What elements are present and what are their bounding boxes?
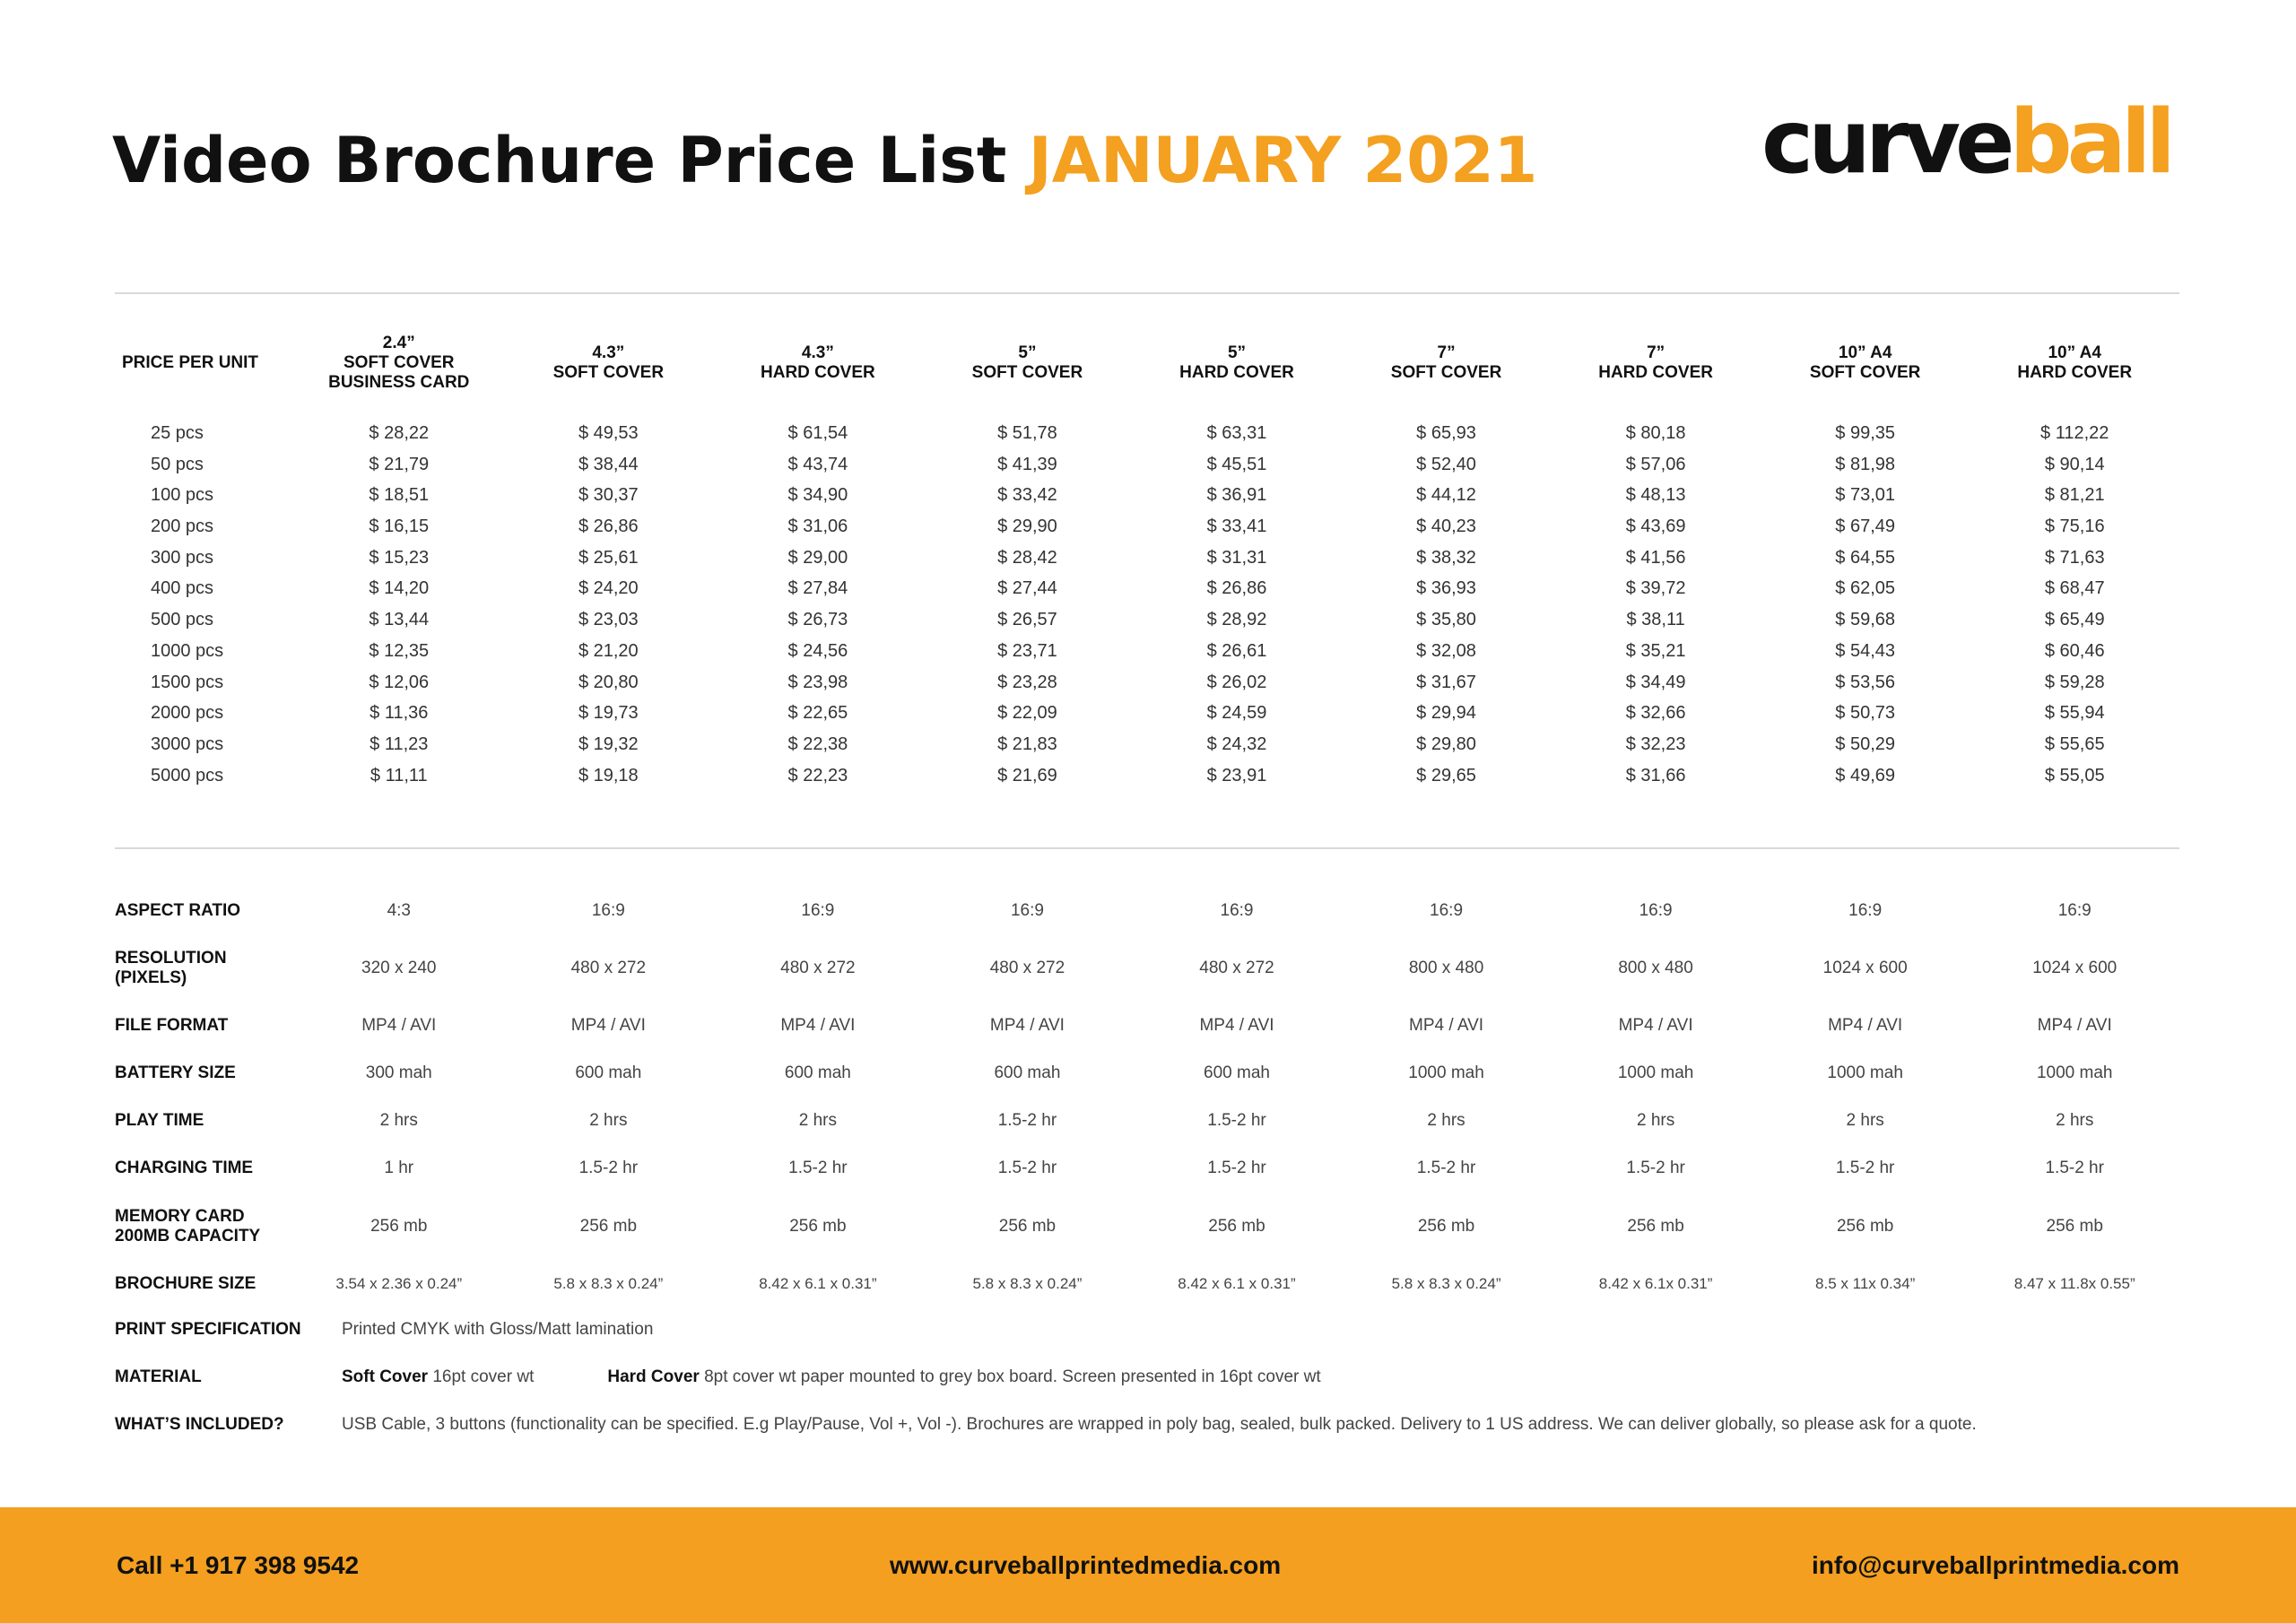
spec-table — [115, 888, 2179, 1307]
spec-value: 1024 x 600 — [2032, 959, 2118, 977]
price-cell: $ 22,23 — [787, 765, 848, 785]
price-cell: $ 33,42 — [997, 485, 1057, 506]
price-cell: $ 50,29 — [1835, 733, 1896, 754]
spec-value: 480 x 272 — [570, 959, 647, 977]
spec-value: 1000 mah — [2036, 1063, 2113, 1082]
price-cell: $ 59,28 — [2044, 672, 2105, 692]
price-cell: $ 33,41 — [1206, 516, 1267, 537]
spec-value: 480 x 272 — [989, 959, 1065, 977]
spec-value: 256 mb — [998, 1217, 1057, 1236]
price-cell: $ 27,84 — [787, 578, 848, 599]
quantity-cell: 25 pcs — [151, 423, 204, 443]
spec-value: 16:9 — [591, 901, 625, 920]
spec-value: MP4 / AVI — [1409, 1016, 1484, 1035]
column-header-label: 4.3” HARD COVER — [761, 343, 875, 382]
soft-cover-label: Soft Cover — [342, 1367, 429, 1386]
spec-value: 8.42 x 6.1 x 0.31” — [1178, 1275, 1296, 1292]
spec-value: 16:9 — [1010, 901, 1044, 920]
spec-value: 2 hrs — [1846, 1111, 1884, 1130]
included-label: WHAT’S INCLUDED? — [115, 1415, 284, 1434]
price-cell: $ 51,78 — [997, 423, 1057, 443]
price-cell: $ 67,49 — [1835, 516, 1896, 537]
spec-value: 1.5-2 hr — [1207, 1159, 1266, 1177]
column-header — [1970, 323, 2179, 404]
price-cell: $ 43,74 — [787, 454, 848, 474]
spec-value: 4:3 — [387, 901, 411, 920]
price-cell: $ 68,47 — [2044, 578, 2105, 599]
price-cell: $ 35,21 — [1625, 640, 1686, 661]
price-cell: $ 24,32 — [1206, 733, 1267, 754]
spec-value: MP4 / AVI — [1199, 1016, 1274, 1035]
spec-value: 3.54 x 2.36 x 0.24” — [335, 1275, 463, 1292]
price-cell: $ 34,90 — [787, 485, 848, 506]
price-cell: $ 29,80 — [1416, 733, 1476, 754]
material-row — [115, 1359, 2179, 1395]
price-cell: $ 40,23 — [1416, 516, 1476, 537]
spec-value: 1.5-2 hr — [997, 1111, 1057, 1130]
spec-label: ASPECT RATIO — [115, 901, 241, 920]
title-date: JANUARY 2021 — [1028, 124, 1538, 197]
price-cell: $ 43,69 — [1625, 516, 1686, 537]
price-cell: $ 19,73 — [578, 703, 639, 724]
column-header — [294, 323, 504, 404]
quantity-cell: 2000 pcs — [151, 703, 224, 724]
spec-value: MP4 / AVI — [780, 1016, 856, 1035]
column-header-label: 10” A4 SOFT COVER — [1809, 343, 1921, 382]
price-cell: $ 38,11 — [1626, 610, 1685, 630]
spec-label: PLAY TIME — [115, 1111, 204, 1130]
spec-value: 256 mb — [1836, 1217, 1894, 1236]
column-header — [713, 323, 923, 404]
soft-cover-value: 16pt cover wt — [432, 1367, 535, 1386]
spec-value: 16:9 — [801, 901, 835, 920]
spec-value: 2 hrs — [589, 1111, 628, 1130]
footer-phone[interactable]: Call +1 917 398 9542 — [117, 1550, 360, 1579]
quantity-cell: 200 pcs — [151, 516, 214, 537]
spec-value: 5.8 x 8.3 x 0.24” — [553, 1275, 664, 1292]
column-header-label: 5” HARD COVER — [1179, 343, 1294, 382]
price-cell: $ 22,65 — [787, 703, 848, 724]
price-cell: $ 14,20 — [369, 578, 430, 599]
price-cell: $ 21,20 — [578, 640, 639, 661]
spec-value: 600 mah — [575, 1063, 642, 1082]
spec-value: 16:9 — [1430, 901, 1464, 920]
spec-value: 256 mb — [370, 1217, 428, 1236]
price-cell: $ 65,93 — [1416, 423, 1476, 443]
price-cell: $ 50,73 — [1835, 703, 1896, 724]
column-header — [1551, 323, 1761, 404]
price-cell: $ 53,56 — [1835, 672, 1896, 692]
column-header — [923, 323, 1133, 404]
spec-value: 1.5-2 hr — [1416, 1159, 1476, 1177]
spec-value: 600 mah — [994, 1063, 1061, 1082]
spec-value: 16:9 — [1639, 901, 1673, 920]
price-cell: $ 55,94 — [2044, 703, 2105, 724]
included-row — [115, 1407, 2179, 1443]
price-cell: $ 29,00 — [787, 547, 848, 568]
price-cell: $ 16,15 — [369, 516, 430, 537]
price-cell: $ 28,92 — [1206, 610, 1267, 630]
title-main: Video Brochure Price List — [112, 124, 1007, 197]
price-cell: $ 22,38 — [787, 733, 848, 754]
price-cell: $ 55,65 — [2044, 733, 2105, 754]
column-header-label: 2.4” SOFT COVER BUSINESS CARD — [328, 334, 470, 392]
spec-value: MP4 / AVI — [2037, 1016, 2112, 1035]
spec-value: 480 x 272 — [780, 959, 856, 977]
spec-label: BROCHURE SIZE — [115, 1274, 257, 1293]
price-cell: $ 11,23 — [370, 733, 429, 754]
spec-value: 2 hrs — [1636, 1111, 1675, 1130]
spec-value: MP4 / AVI — [1828, 1016, 1903, 1035]
price-cell: $ 45,51 — [1206, 454, 1267, 474]
price-cell: $ 19,32 — [578, 733, 639, 754]
spec-value: 5.8 x 8.3 x 0.24” — [1391, 1275, 1501, 1292]
price-cell: $ 49,53 — [578, 423, 639, 443]
price-cell: $ 30,37 — [578, 485, 639, 506]
price-cell: $ 26,57 — [997, 610, 1057, 630]
column-header — [504, 323, 714, 404]
price-cell: $ 39,72 — [1625, 578, 1686, 599]
spec-value: 256 mb — [1208, 1217, 1265, 1236]
spec-value: 256 mb — [789, 1217, 847, 1236]
column-header-label: 4.3” SOFT COVER — [552, 343, 665, 382]
price-cell: $ 26,73 — [787, 610, 848, 630]
spec-value: 8.5 x 11x 0.34” — [1815, 1275, 1916, 1292]
price-cell: $ 62,05 — [1835, 578, 1896, 599]
spec-value: 1.5-2 hr — [1626, 1159, 1685, 1177]
spec-value: 256 mb — [2046, 1217, 2103, 1236]
spec-label: CHARGING TIME — [115, 1159, 254, 1177]
price-cell: $ 23,71 — [997, 640, 1057, 661]
quantity-cell: 5000 pcs — [151, 765, 224, 785]
print-spec-row — [115, 1312, 2179, 1348]
spec-value: 1024 x 600 — [1822, 959, 1908, 977]
spec-value: 1 hr — [384, 1159, 414, 1177]
spec-value: 1.5-2 hr — [1207, 1111, 1266, 1130]
price-cell: $ 26,61 — [1206, 640, 1267, 661]
price-cell: $ 20,80 — [578, 672, 639, 692]
price-cell: $ 23,03 — [578, 610, 639, 630]
price-cell: $ 12,35 — [369, 640, 430, 661]
price-cell: $ 25,61 — [578, 547, 639, 568]
price-cell: $ 11,36 — [370, 703, 429, 724]
price-cell: $ 81,98 — [1835, 454, 1896, 474]
footer-email[interactable]: info@curveballprintmedia.com — [1811, 1550, 2179, 1579]
price-cell: $ 90,14 — [2044, 454, 2105, 474]
spec-value: 5.8 x 8.3 x 0.24” — [972, 1275, 1083, 1292]
price-cell: $ 41,56 — [1625, 547, 1686, 568]
quantity-cell: 1000 pcs — [151, 640, 224, 661]
spec-value: 256 mb — [579, 1217, 638, 1236]
price-cell: $ 32,66 — [1625, 703, 1686, 724]
price-cell: $ 36,91 — [1206, 485, 1267, 506]
logo-word-ball: ball — [2009, 91, 2170, 194]
price-cell: $ 29,65 — [1416, 765, 1476, 785]
spec-label: BATTERY SIZE — [115, 1063, 236, 1082]
price-cell: $ 61,54 — [787, 423, 848, 443]
price-table — [115, 323, 2179, 791]
curveball-logo — [1761, 91, 2170, 194]
spec-value: 300 mah — [365, 1063, 432, 1082]
column-header-label: 7” HARD COVER — [1598, 343, 1713, 382]
price-cell: $ 22,09 — [997, 703, 1057, 724]
spec-value: 1.5-2 hr — [1835, 1159, 1895, 1177]
price-cell: $ 27,44 — [997, 578, 1057, 599]
spec-value: 1.5-2 hr — [2045, 1159, 2104, 1177]
spec-value: 256 mb — [1417, 1217, 1475, 1236]
price-cell: $ 112,22 — [2040, 423, 2109, 443]
spec-value: 2 hrs — [1427, 1111, 1465, 1130]
spec-value: 16:9 — [1220, 901, 1254, 920]
price-cell: $ 23,91 — [1206, 765, 1267, 785]
spec-label: FILE FORMAT — [115, 1016, 229, 1035]
price-cell: $ 73,01 — [1835, 485, 1896, 506]
print-spec-value: Printed CMYK with Gloss/Matt lamination — [342, 1320, 654, 1339]
price-per-unit-label: PRICE PER UNIT — [122, 353, 259, 372]
price-cell: $ 29,94 — [1416, 703, 1476, 724]
hard-cover-label: Hard Cover — [607, 1367, 700, 1386]
price-cell: $ 11,11 — [370, 765, 428, 785]
price-cell: $ 48,13 — [1625, 485, 1686, 506]
price-cell: $ 38,44 — [578, 454, 639, 474]
price-cell: $ 64,55 — [1835, 547, 1896, 568]
quantity-cell: 500 pcs — [151, 610, 214, 630]
spec-value: 1000 mah — [1617, 1063, 1694, 1082]
quantity-cell: 3000 pcs — [151, 733, 224, 754]
spec-value: 8.47 x 11.8x 0.55” — [2013, 1275, 2135, 1292]
spec-value: MP4 / AVI — [1618, 1016, 1693, 1035]
price-cell: $ 15,23 — [369, 547, 430, 568]
spec-value: 600 mah — [1204, 1063, 1270, 1082]
price-cell: $ 57,06 — [1625, 454, 1686, 474]
column-header-label: 10” A4 HARD COVER — [2017, 343, 2133, 382]
price-cell: $ 18,51 — [369, 485, 430, 506]
price-cell: $ 35,80 — [1416, 610, 1476, 630]
price-cell: $ 13,44 — [369, 610, 430, 630]
price-cell: $ 31,66 — [1625, 765, 1686, 785]
spec-value: 480 x 272 — [1199, 959, 1274, 977]
middle-divider — [115, 847, 2179, 849]
price-cell: $ 23,28 — [997, 672, 1057, 692]
spec-value: 1.5-2 hr — [578, 1159, 639, 1177]
price-cell: $ 26,86 — [578, 516, 639, 537]
price-cell: $ 28,42 — [997, 547, 1057, 568]
price-cell: $ 63,31 — [1206, 423, 1267, 443]
footer-website[interactable]: www.curveballprintedmedia.com — [889, 1550, 1282, 1579]
price-cell: $ 71,63 — [2044, 547, 2105, 568]
column-header — [1342, 323, 1552, 404]
price-cell: $ 21,79 — [369, 454, 430, 474]
quantity-cell: 1500 pcs — [151, 672, 224, 692]
top-divider — [115, 292, 2179, 294]
spec-value: MP4 / AVI — [361, 1016, 437, 1035]
spec-value: 2 hrs — [2056, 1111, 2094, 1130]
spec-value: 8.42 x 6.1x 0.31” — [1598, 1275, 1713, 1292]
included-value: USB Cable, 3 buttons (functionality can be specified. E.g Play/Pause, Vol +, Vol -). Brochures are wrapped in poly bag, sealed, bulk packed. Delivery to 1 US address. We can deliver globally, so please ask for a quote. — [342, 1415, 1977, 1434]
material-label: MATERIAL — [115, 1367, 202, 1386]
column-header — [1132, 323, 1342, 404]
spec-value: 16:9 — [2057, 901, 2092, 920]
material-value — [342, 1367, 1321, 1387]
spec-value: 800 x 480 — [1408, 959, 1484, 977]
price-cell: $ 31,06 — [787, 516, 848, 537]
spec-value: 800 x 480 — [1618, 959, 1693, 977]
footer-bar — [0, 1507, 2296, 1623]
quantity-cell: 100 pcs — [151, 485, 214, 506]
quantity-cell: 300 pcs — [151, 547, 214, 568]
spec-value: 1000 mah — [1408, 1063, 1484, 1082]
column-header-label: 7” SOFT COVER — [1390, 343, 1502, 382]
spec-value: MP4 / AVI — [570, 1016, 646, 1035]
price-cell: $ 65,49 — [2044, 610, 2105, 630]
price-cell: $ 55,05 — [2044, 765, 2105, 785]
spec-value: MP4 / AVI — [989, 1016, 1065, 1035]
spec-label: MEMORY CARD 200MB CAPACITY — [115, 1207, 261, 1245]
spec-value: 8.42 x 6.1 x 0.31” — [759, 1275, 877, 1292]
price-cell: $ 12,06 — [369, 672, 430, 692]
hard-cover-value: 8pt cover wt paper mounted to grey box board. Screen presented in 16pt cover wt — [704, 1367, 1321, 1386]
price-cell: $ 38,32 — [1416, 547, 1476, 568]
price-cell: $ 32,23 — [1625, 733, 1686, 754]
price-cell: $ 49,69 — [1835, 765, 1896, 785]
price-cell: $ 21,69 — [997, 765, 1057, 785]
price-cell: $ 41,39 — [997, 454, 1057, 474]
price-cell: $ 60,46 — [2044, 640, 2105, 661]
price-cell: $ 52,40 — [1416, 454, 1476, 474]
price-cell: $ 34,49 — [1625, 672, 1686, 692]
price-cell: $ 80,18 — [1625, 423, 1686, 443]
spec-value: 2 hrs — [379, 1111, 418, 1130]
price-cell: $ 28,22 — [369, 423, 430, 443]
spec-value: 256 mb — [1627, 1217, 1684, 1236]
column-header — [1761, 323, 1970, 404]
price-cell: $ 99,35 — [1835, 423, 1896, 443]
logo-word-curve: curve — [1761, 91, 2010, 194]
price-cell: $ 23,98 — [787, 672, 848, 692]
price-cell: $ 81,21 — [2044, 485, 2105, 506]
price-cell: $ 32,08 — [1416, 640, 1476, 661]
page-title — [112, 124, 1537, 197]
spec-value: 600 mah — [784, 1063, 851, 1082]
price-cell: $ 31,31 — [1206, 547, 1267, 568]
price-cell: $ 24,20 — [578, 578, 639, 599]
price-cell: $ 36,93 — [1416, 578, 1476, 599]
spec-value: 1000 mah — [1827, 1063, 1903, 1082]
price-cell: $ 31,67 — [1416, 672, 1476, 692]
spec-value: 1.5-2 hr — [788, 1159, 848, 1177]
price-cell: $ 24,59 — [1206, 703, 1267, 724]
spec-value: 1.5-2 hr — [997, 1159, 1057, 1177]
price-cell: $ 21,83 — [997, 733, 1057, 754]
price-cell: $ 24,56 — [787, 640, 848, 661]
column-header-label: 5” SOFT COVER — [971, 343, 1083, 382]
quantity-cell: 50 pcs — [151, 454, 204, 474]
print-spec-label: PRINT SPECIFICATION — [115, 1320, 301, 1339]
price-cell: $ 44,12 — [1416, 485, 1476, 506]
spec-value: 2 hrs — [798, 1111, 837, 1130]
price-cell: $ 26,02 — [1206, 672, 1267, 692]
price-cell: $ 29,90 — [997, 516, 1057, 537]
price-cell: $ 75,16 — [2044, 516, 2105, 537]
spec-value: 320 x 240 — [361, 959, 437, 977]
price-cell: $ 54,43 — [1835, 640, 1896, 661]
spec-label: RESOLUTION (PIXELS) — [115, 949, 227, 987]
spec-value: 16:9 — [1848, 901, 1883, 920]
price-cell: $ 19,18 — [578, 765, 639, 785]
quantity-cell: 400 pcs — [151, 578, 214, 599]
price-cell: $ 59,68 — [1835, 610, 1896, 630]
price-cell: $ 26,86 — [1206, 578, 1267, 599]
